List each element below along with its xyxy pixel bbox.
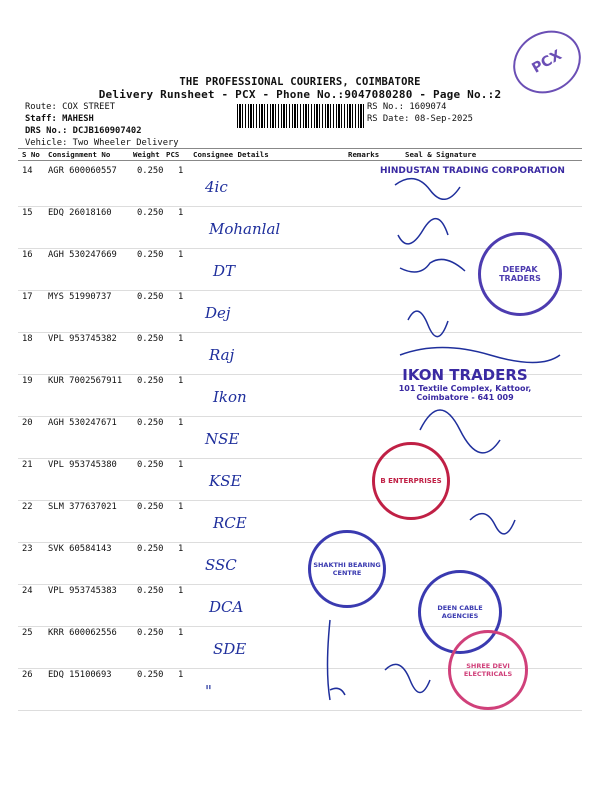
row-weight: 0.250 <box>137 628 164 638</box>
row-sno: 14 <box>22 166 33 176</box>
deepak-stamp-text: DEEPAK TRADERS <box>499 265 541 283</box>
handwritten-consignee: SDE <box>213 640 247 658</box>
staff-label: Staff: MAHESH <box>25 114 94 124</box>
col-remarks: Remarks <box>348 150 380 159</box>
drs-label: DRS No.: DCJB160907402 <box>25 126 142 136</box>
runsheet-meta-right <box>367 101 473 125</box>
enterprises-stamp <box>372 442 450 520</box>
col-sno: S No <box>22 150 40 159</box>
table-row <box>18 292 188 306</box>
ikon-stamp-title: IKON TRADERS <box>402 366 528 384</box>
deepak-stamp <box>478 232 562 316</box>
row-pcs: 1 <box>178 376 184 386</box>
table-row <box>18 334 188 348</box>
runsheet-subtitle: Delivery Runsheet - PCX - Phone No.:9047080280 - Page No.:2 <box>98 88 502 101</box>
row-pcs: 1 <box>178 166 184 176</box>
handwritten-consignee: DT <box>213 262 236 280</box>
table-row <box>18 502 188 516</box>
row-weight: 0.250 <box>137 334 164 344</box>
handwritten-consignee: RCE <box>213 514 247 532</box>
row-consignment-no: VPL 953745383 <box>48 586 117 596</box>
table-row <box>18 418 188 432</box>
table-row <box>18 670 188 684</box>
header-top-rule <box>18 148 582 149</box>
row-sno: 23 <box>22 544 33 554</box>
row-sno: 25 <box>22 628 33 638</box>
handwritten-consignee: NSE <box>205 430 240 448</box>
rs-number: RS No.: 1609074 <box>367 102 447 112</box>
col-pcs: PCS <box>166 150 180 159</box>
row-weight: 0.250 <box>137 460 164 470</box>
row-consignment-no: EDQ 26018160 <box>48 208 112 218</box>
ikon-stamp <box>380 364 550 404</box>
row-divider <box>18 710 582 711</box>
row-divider <box>18 542 582 543</box>
row-consignment-no: VPL 953745382 <box>48 334 117 344</box>
handwritten-consignee: Ikon <box>213 388 247 406</box>
table-row <box>18 544 188 558</box>
row-pcs: 1 <box>178 628 184 638</box>
row-consignment-no: AGR 600060557 <box>48 166 117 176</box>
row-weight: 0.250 <box>137 250 164 260</box>
row-consignment-no: KUR 7002567911 <box>48 376 123 386</box>
row-consignment-no: EDQ 15100693 <box>48 670 112 680</box>
col-consignee-details: Consignee Details <box>193 150 269 159</box>
row-consignment-no: AGH 530247669 <box>48 250 117 260</box>
header-bottom-rule <box>18 160 582 161</box>
row-weight: 0.250 <box>137 376 164 386</box>
handwritten-consignee: 4ic <box>205 178 228 196</box>
rs-date: RS Date: 08-Sep-2025 <box>367 114 473 124</box>
row-weight: 0.250 <box>137 208 164 218</box>
enterprises-stamp-text: B ENTERPRISES <box>380 477 442 485</box>
row-divider <box>18 458 582 459</box>
row-pcs: 1 <box>178 586 184 596</box>
row-pcs: 1 <box>178 208 184 218</box>
row-sno: 19 <box>22 376 33 386</box>
row-pcs: 1 <box>178 460 184 470</box>
table-row <box>18 628 188 642</box>
row-pcs: 1 <box>178 292 184 302</box>
row-sno: 21 <box>22 460 33 470</box>
row-consignment-no: VPL 953745380 <box>48 460 117 470</box>
row-weight: 0.250 <box>137 586 164 596</box>
table-row <box>18 250 188 264</box>
row-divider <box>18 332 582 333</box>
row-weight: 0.250 <box>137 292 164 302</box>
row-sno: 18 <box>22 334 33 344</box>
runsheet-meta-left <box>25 101 179 149</box>
row-pcs: 1 <box>178 670 184 680</box>
row-weight: 0.250 <box>137 502 164 512</box>
table-row <box>18 460 188 474</box>
row-consignment-no: MYS 51990737 <box>48 292 112 302</box>
row-weight: 0.250 <box>137 166 164 176</box>
shree-stamp <box>448 630 528 710</box>
company-title: THE PROFESSIONAL COURIERS, COIMBATORE <box>179 76 421 88</box>
row-divider <box>18 206 582 207</box>
handwritten-consignee: DCA <box>209 598 244 616</box>
row-pcs: 1 <box>178 334 184 344</box>
pcx-stamp-text: PCX <box>529 47 565 77</box>
row-pcs: 1 <box>178 250 184 260</box>
row-sno: 22 <box>22 502 33 512</box>
shakthi-stamp <box>308 530 386 608</box>
shakthi-stamp-text: SHAKTHI BEARING CENTRE <box>313 561 381 577</box>
vehicle-label: Vehicle: Two Wheeler Delivery <box>25 138 179 148</box>
row-divider <box>18 500 582 501</box>
row-pcs: 1 <box>178 418 184 428</box>
row-weight: 0.250 <box>137 418 164 428</box>
row-weight: 0.250 <box>137 544 164 554</box>
col-seal-signature: Seal & Signature <box>405 150 477 159</box>
ikon-stamp-address: 101 Textile Complex, Kattoor, Coimbatore - 641 009 <box>398 384 532 402</box>
row-sno: 16 <box>22 250 33 260</box>
route-label: Route: COX STREET <box>25 102 116 112</box>
row-consignment-no: SVK 60584143 <box>48 544 112 554</box>
table-row <box>18 208 188 222</box>
row-sno: 20 <box>22 418 33 428</box>
row-consignment-no: SLM 377637021 <box>48 502 117 512</box>
table-row <box>18 376 188 390</box>
row-weight: 0.250 <box>137 670 164 680</box>
row-consignment-no: KRR 600062556 <box>48 628 117 638</box>
hindustan-stamp-text: HINDUSTAN TRADING CORPORATION <box>380 166 565 176</box>
col-weight: Weight <box>133 150 160 159</box>
table-row <box>18 166 188 180</box>
handwritten-consignee: Mohanlal <box>209 220 281 238</box>
row-pcs: 1 <box>178 544 184 554</box>
shree-stamp-text: SHREE DEVI ELECTRICALS <box>463 662 513 678</box>
table-row <box>18 586 188 600</box>
row-pcs: 1 <box>178 502 184 512</box>
row-divider <box>18 584 582 585</box>
row-sno: 26 <box>22 670 33 680</box>
row-sno: 15 <box>22 208 33 218</box>
row-sno: 17 <box>22 292 33 302</box>
handwritten-consignee: KSE <box>209 472 242 490</box>
barcode <box>237 104 365 128</box>
handwritten-consignee: Raj <box>209 346 235 364</box>
col-consignment: Consignment No <box>48 150 111 159</box>
handwritten-consignee: SSC <box>205 556 237 574</box>
handwritten-consignee: " <box>205 682 212 700</box>
row-divider <box>18 416 582 417</box>
row-consignment-no: AGH 530247671 <box>48 418 117 428</box>
row-sno: 24 <box>22 586 33 596</box>
handwritten-consignee: Dej <box>205 304 231 322</box>
deen-stamp-text: DEEN CABLE AGENCIES <box>437 604 483 620</box>
hindustan-stamp <box>380 166 580 206</box>
